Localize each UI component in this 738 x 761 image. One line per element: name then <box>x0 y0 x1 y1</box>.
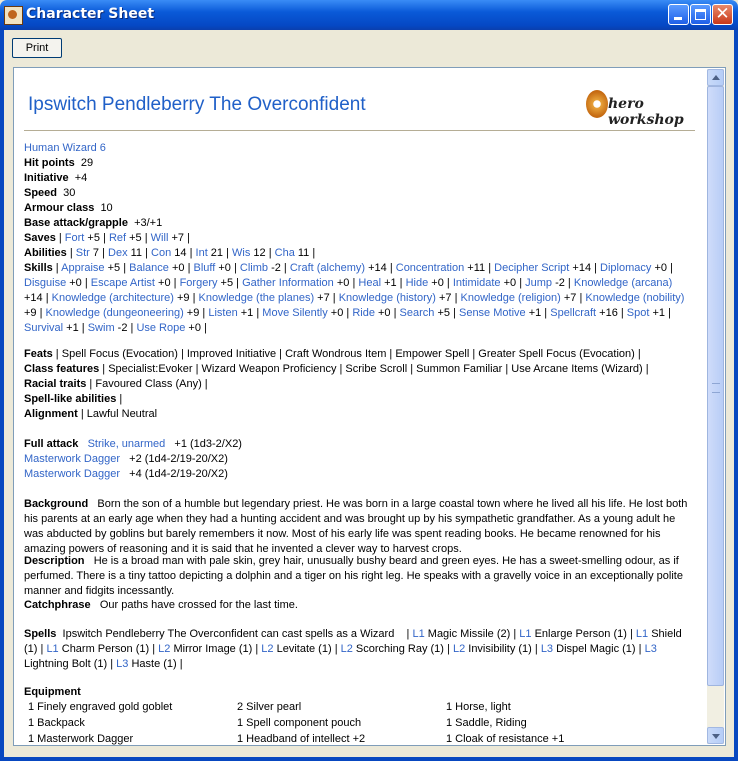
spell-level-link[interactable]: L3 <box>116 658 129 670</box>
skill-link[interactable]: Balance <box>129 262 169 274</box>
ability-value: 7 <box>89 247 100 259</box>
skill-value: +5 <box>217 277 234 289</box>
spell-name: Mirror Image (1) <box>170 643 253 655</box>
skill-link[interactable]: Jump <box>525 277 553 289</box>
grip-icon <box>712 383 720 393</box>
attack-value: +2 (1d4-2/19-20/X2) <box>129 453 228 465</box>
hit-points-row <box>24 156 93 171</box>
spell-level-link[interactable]: L1 <box>412 628 425 640</box>
skill-link[interactable]: Appraise <box>61 262 105 274</box>
class-features-value: Specialist:Evoker | Wizard Weapon Proficiency | Scribe Scroll | Summon Familiar | Use Arcane Items (Wizard) | <box>108 363 649 375</box>
description-text: He is a broad man with pale skin, grey hair, unusually bushy beard and green eyes. He has a sweet-smelling odour, as if perfumed. There is a tiny tattoo depicting a dolphin and a tiger on his right leg. He speaks with a gravelly voice in an exceptionally polite manner and fidgits incessantly. <box>24 555 683 597</box>
skill-value: +7 <box>435 292 452 304</box>
feats-value: Spell Focus (Evocation) | Improved Initiative | Craft Wondrous Item | Empower Spell | Greater Spell Focus (Evocation) | <box>61 348 641 360</box>
window-frame-right <box>734 30 738 761</box>
spells-label: Spells <box>24 628 57 640</box>
header-divider <box>24 130 695 131</box>
spell-level-link[interactable]: L3 <box>644 643 657 655</box>
skill-value: +9 <box>173 292 190 304</box>
feats-row: Feats | Spell Focus (Evocation) | Improved Initiative | Craft Wondrous Item | Empower Spell | Greater Spell Focus (Evocation) | <box>24 348 641 360</box>
ability-link[interactable]: Int <box>195 247 208 259</box>
armour-value: 10 <box>100 202 113 214</box>
skill-link[interactable]: Disguise <box>24 277 67 289</box>
base-attack-label: Base attack/grapple <box>24 217 128 229</box>
ability-value: 11 <box>294 247 310 259</box>
saves-label: Saves <box>24 232 56 244</box>
skill-link[interactable]: Knowledge (architecture) <box>51 292 174 304</box>
skill-value: +0 <box>66 277 82 289</box>
ability-value: 14 <box>171 247 187 259</box>
skill-value: +7 <box>560 292 577 304</box>
spell-name: Shield (1) <box>24 628 682 655</box>
equipment-item: 1 Cloak of resistance +1 <box>446 733 565 745</box>
attack-row-2 <box>24 452 228 467</box>
skill-link[interactable]: Hide <box>405 277 429 289</box>
spell-level-link[interactable]: L2 <box>261 643 274 655</box>
ability-link[interactable]: Wis <box>232 247 251 259</box>
skill-link[interactable]: Bluff <box>193 262 216 274</box>
skill-link[interactable]: Craft (alchemy) <box>289 262 366 274</box>
character-name: Ipswitch Pendleberry The Overconfident <box>28 94 366 115</box>
description-label: Description <box>24 555 85 567</box>
skill-value: -2 <box>114 322 128 334</box>
hit-points-value: 29 <box>80 157 94 169</box>
save-value: +5 <box>126 232 142 244</box>
spell-name: Magic Missile (2) <box>424 628 511 640</box>
arrow-down-icon <box>712 734 720 739</box>
catchphrase-row <box>24 598 298 613</box>
skill-link[interactable]: Heal <box>358 277 382 289</box>
skill-link[interactable]: Spot <box>626 307 650 319</box>
logo-text: hero workshop <box>608 96 684 128</box>
arrow-up-icon <box>712 75 720 80</box>
skill-link[interactable]: Forgery <box>179 277 218 289</box>
ability-link[interactable]: Dex <box>108 247 128 259</box>
skill-value: +9 <box>24 307 37 319</box>
equipment-item: 1 Headband of intellect +2 <box>237 733 366 745</box>
ability-link[interactable]: Con <box>151 247 172 259</box>
skill-value: +16 <box>596 307 618 319</box>
full-attack-label: Full attack <box>24 438 79 450</box>
skill-link[interactable]: Decipher Script <box>494 262 570 274</box>
attack-weapon-link[interactable]: Strike, unarmed <box>87 438 166 450</box>
skill-link[interactable]: Move Silently <box>262 307 328 319</box>
background-label: Background <box>24 498 89 510</box>
spell-level-link[interactable]: L2 <box>452 643 466 655</box>
abilities-label: Abilities <box>24 247 67 259</box>
maximize-button[interactable] <box>690 4 711 25</box>
skill-value: +7 <box>314 292 330 304</box>
attack-weapon-link[interactable]: Masterwork Dagger <box>24 453 120 465</box>
skill-value: +14 <box>24 292 43 304</box>
skill-link[interactable]: Intimidate <box>452 277 501 289</box>
skill-value: +1 <box>237 307 254 319</box>
minimize-icon <box>674 17 682 20</box>
attack-row-1 <box>24 437 242 452</box>
ability-link[interactable]: Cha <box>274 247 295 259</box>
skill-value: +0 <box>215 262 231 274</box>
spell-name: Levitate (1) <box>273 643 332 655</box>
skill-value: +11 <box>464 262 486 274</box>
alignment-row: Alignment | Lawful Neutral <box>24 408 158 420</box>
skill-link[interactable]: Listen <box>208 307 238 319</box>
character-sheet-document[interactable] <box>13 67 726 746</box>
equipment-item: 1 Spell component pouch <box>237 717 362 729</box>
spell-level-link[interactable]: L3 <box>540 643 554 655</box>
speed-label: Speed <box>24 187 58 199</box>
window-frame-left <box>0 30 4 761</box>
app-icon <box>4 6 23 25</box>
class-features-label: Class features <box>24 363 100 375</box>
save-link[interactable]: Ref <box>108 232 127 244</box>
skill-link[interactable]: Escape Artist <box>90 277 155 289</box>
skill-value: -2 <box>552 277 565 289</box>
base-attack-row <box>24 216 162 231</box>
skill-value: +0 <box>500 277 517 289</box>
skill-value: +5 <box>434 307 450 319</box>
save-link[interactable]: Fort <box>64 232 85 244</box>
skill-value: +14 <box>365 262 387 274</box>
speed-value: 30 <box>63 187 76 199</box>
hit-points-label: Hit points <box>24 157 75 169</box>
abilities-list: Str 7 | Dex 11 | Con 14 | Int 21 | Wis 12 | Cha 11 | <box>75 247 316 259</box>
spell-name: Lightning Bolt (1) <box>24 658 108 670</box>
hero-workshop-logo <box>586 86 704 128</box>
skill-value: +0 <box>185 322 201 334</box>
initiative-row <box>24 171 87 186</box>
skill-value: +0 <box>374 307 391 319</box>
skill-link[interactable]: Climb <box>239 262 269 274</box>
spell-level-link[interactable]: L2 <box>340 643 353 655</box>
racial-traits-label: Racial traits <box>24 378 87 390</box>
skill-value: +0 <box>168 262 185 274</box>
ability-value: 12 <box>250 247 266 259</box>
close-button[interactable] <box>712 4 733 25</box>
skill-link[interactable]: Search <box>399 307 435 319</box>
scroll-thumb[interactable] <box>707 86 724 686</box>
skill-value: +1 <box>649 307 666 319</box>
armour-label: Armour class <box>24 202 95 214</box>
feats-label: Feats <box>24 348 53 360</box>
save-link[interactable]: Will <box>150 232 169 244</box>
spell-like-value: | <box>119 393 123 405</box>
skill-value: +0 <box>154 277 171 289</box>
skill-link[interactable]: Sense Motive <box>458 307 526 319</box>
spell-name: Scorching Ray (1) <box>352 643 444 655</box>
skill-link[interactable]: Ride <box>352 307 375 319</box>
save-value: +5 <box>84 232 100 244</box>
equipment-item: 1 Masterwork Dagger <box>28 733 134 745</box>
ability-value: 21 <box>207 247 224 259</box>
skill-value: +0 <box>327 307 344 319</box>
scroll-down-button[interactable] <box>707 727 724 744</box>
spell-name: Dispel Magic (1) <box>553 643 636 655</box>
skill-link[interactable]: Swim <box>87 322 115 334</box>
spells-intro: Ipswitch Pendleberry The Overconfident can cast spells as a Wizard <box>62 628 395 640</box>
spell-level-link[interactable]: L1 <box>46 643 59 655</box>
equipment-item: 1 Saddle, Riding <box>446 717 527 729</box>
initiative-value: +4 <box>74 172 88 184</box>
skill-value: -2 <box>268 262 281 274</box>
skill-value: +9 <box>183 307 200 319</box>
skill-link[interactable]: Spellcraft <box>550 307 597 319</box>
saves-row: Saves | Fort +5 | Ref +5 | Will +7 | <box>24 232 190 244</box>
skills-block: Skills | Appraise +5 | Balance +0 | Bluff +0 | Climb -2 | Craft (alchemy) +14 | Concentration +11 | Decipher Script +14 | Diplomacy +0 | Disguise +0 | Escape Artist +0 | Forgery +5 | Gather Information +0 | Heal +1 | Hide +0 | Intimidate +0 | Jump -2 | Knowledge (arcana) +14 | Knowledge (architecture) +9 | Knowledge (the planes) +7 | Knowledge (history) +7 | Knowledge (religion) +7 | Knowledge (nobility) +9 | Knowledge (dungeoneering) +9 | Listen +1 | Move Silently +0 | Ride +0 | Search +5 | Sense Motive +1 | Spellcraft +16 | Spot +1 | Survival +1 | Swim -2 | Use Rope +0 | <box>24 262 685 334</box>
armour-row <box>24 201 113 216</box>
vertical-scrollbar[interactable] <box>707 69 724 744</box>
skill-link[interactable]: Knowledge (arcana) <box>573 277 673 289</box>
skill-link[interactable]: Knowledge (dungeoneering) <box>45 307 184 319</box>
spells-list: L1 Magic Missile (2) | L1 Enlarge Person (1) | L1 Shield (1) | L1 Charm Person (1) | L2 Mirror Image (1) | L2 Levitate (1) | L2 Scorching Ray (1) | L2 Invisibility (1) | L3 Dispel Magic (1) | L3 Lightning Bolt (1) | L3 Haste (1) | <box>24 628 682 670</box>
base-attack-value: +3/+1 <box>134 217 163 229</box>
skill-link[interactable]: Gather Information <box>242 277 334 289</box>
spell-name: Haste (1) <box>128 658 177 670</box>
ability-link[interactable]: Str <box>75 247 90 259</box>
equipment-item: 1 Finely engraved gold goblet <box>28 701 173 713</box>
skill-value: +14 <box>569 262 592 274</box>
race-class-link[interactable]: Human Wizard 6 <box>24 142 106 154</box>
ability-value: 11 <box>127 247 143 259</box>
attack-value: +4 (1d4-2/19-20/X2) <box>129 468 228 480</box>
equipment-item: 2 Silver pearl <box>237 701 302 713</box>
skill-value: +0 <box>428 277 444 289</box>
spell-like-row <box>24 392 122 407</box>
description-block <box>24 554 694 599</box>
skill-value: +5 <box>104 262 121 274</box>
scroll-up-button[interactable] <box>707 69 724 86</box>
speed-row <box>24 186 75 201</box>
skill-value: +1 <box>381 277 397 289</box>
spell-level-link[interactable]: L1 <box>635 628 649 640</box>
spell-name: Enlarge Person (1) <box>531 628 627 640</box>
attack-value: +1 (1d3-2/X2) <box>174 438 242 450</box>
class-features-row: Class features | Specialist:Evoker | Wizard Weapon Proficiency | Scribe Scroll | Summon Familiar | Use Arcane Items (Wizard) | <box>24 363 649 375</box>
skill-value: +0 <box>333 277 350 289</box>
background-block <box>24 497 694 557</box>
save-value: +7 <box>168 232 184 244</box>
print-button[interactable]: Print <box>12 38 62 58</box>
gear-logo-icon <box>586 90 608 118</box>
window-title: Character Sheet <box>26 6 155 22</box>
skill-link[interactable]: Use Rope <box>136 322 186 334</box>
attack-row-3 <box>24 467 228 482</box>
skills-list: Appraise +5 | Balance +0 | Bluff +0 | Climb -2 | Craft (alchemy) +14 | Concentration +11 | Decipher Script +14 | Diplomacy +0 | Disguise +0 | Escape Artist +0 | Forgery +5 | Gather Information +0 | Heal +1 | Hide +0 | Intimidate +0 | Jump -2 | Knowledge (arcana) +14 | Knowledge (architecture) +9 | Knowledge (the planes) +7 | Knowledge (history) +7 | Knowledge (religion) +7 | Knowledge (nobility) +9 | Knowledge (dungeoneering) +9 | Listen +1 | Move Silently +0 | Ride +0 | Search +5 | Sense Motive +1 | Spellcraft +16 | Spot +1 | Survival +1 | Swim -2 | Use Rope +0 | <box>24 262 685 334</box>
skill-value: +1 <box>525 307 542 319</box>
window-frame-bottom <box>0 757 738 761</box>
skills-label: Skills <box>24 262 53 274</box>
catchphrase-label: Catchphrase <box>24 599 91 611</box>
skill-link[interactable]: Knowledge (religion) <box>460 292 561 304</box>
alignment-label: Alignment <box>24 408 78 420</box>
skill-link[interactable]: Concentration <box>395 262 465 274</box>
title-bar[interactable] <box>0 0 738 30</box>
skill-link[interactable]: Knowledge (the planes) <box>198 292 315 304</box>
saves-list: Fort +5 | Ref +5 | Will +7 | <box>64 232 190 244</box>
attack-weapon-link[interactable]: Masterwork Dagger <box>24 468 120 480</box>
equipment-item: 1 Horse, light <box>446 701 511 713</box>
background-text: Born the son of a humble but legendary priest. He was born in a large coastal town where he lived all his life. He lost both his parents at an early age when they had a hunting accident and was brought up by his sympathetic grandfather. As a young adult he was abducted by goblins but barely remembers it now. Most of his early life was spent reading books. He became renowned for his amazing powers of reasoning and it is said that he invented a clever way to harvest crops. <box>24 498 688 555</box>
spell-name: Charm Person (1) <box>58 643 150 655</box>
spell-level-link[interactable]: L1 <box>519 628 532 640</box>
spells-block: Spells Ipswitch Pendleberry The Overconfident can cast spells as a Wizard | L1 Magic Missile (2) | L1 Enlarge Person (1) | L1 Shield (1) | L1 Charm Person (1) | L2 Mirror Image (1) | L2 Levitate (1) | L2 Scorching Ray (1) | L2 Invisibility (1) | L3 Dispel Magic (1) | L3 Lightning Bolt (1) | L3 Haste (1) | <box>24 628 682 670</box>
skill-link[interactable]: Survival <box>24 322 64 334</box>
skill-link[interactable]: Diplomacy <box>600 262 652 274</box>
close-icon: ✕ <box>715 4 730 24</box>
spell-like-label: Spell-like abilities <box>24 393 117 405</box>
maximize-icon <box>695 9 706 20</box>
skill-value: +1 <box>63 322 79 334</box>
catchphrase-text: Our paths have crossed for the last time. <box>99 599 298 611</box>
skill-value: +0 <box>651 262 668 274</box>
minimize-button[interactable] <box>668 4 689 25</box>
alignment-value: Lawful Neutral <box>86 408 158 420</box>
equipment-label: Equipment <box>24 686 81 698</box>
spell-level-link[interactable]: L2 <box>158 643 171 655</box>
spell-name: Invisibility (1) <box>465 643 532 655</box>
equipment-item: 1 Backpack <box>28 717 85 729</box>
racial-traits-value: Favoured Class (Any) | <box>95 378 208 390</box>
skill-link[interactable]: Knowledge (history) <box>338 292 436 304</box>
initiative-label: Initiative <box>24 172 69 184</box>
skill-link[interactable]: Knowledge (nobility) <box>585 292 685 304</box>
abilities-row: Abilities | Str 7 | Dex 11 | Con 14 | Int 21 | Wis 12 | Cha 11 | <box>24 247 316 259</box>
racial-traits-row: Racial traits | Favoured Class (Any) | <box>24 378 208 390</box>
